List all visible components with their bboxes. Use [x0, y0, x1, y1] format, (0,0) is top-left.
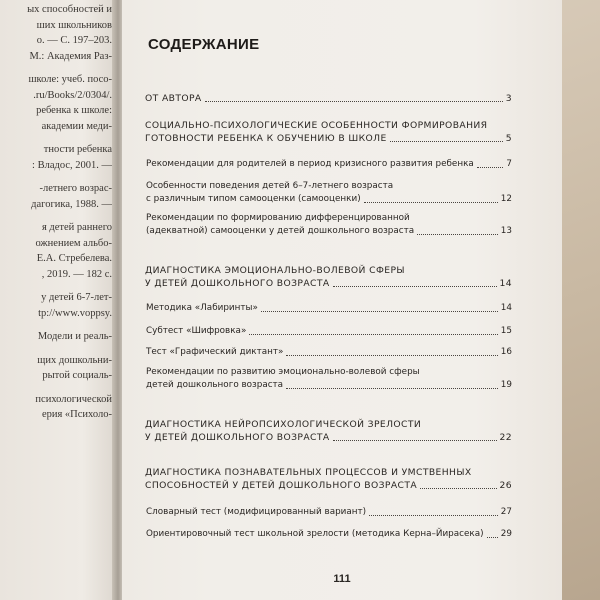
toc-entry-title-line2: У ДЕТЕЙ ДОШКОЛЬНОГО ВОЗРАСТА: [145, 432, 330, 443]
left-page-line: -летнего возрас-: [39, 183, 112, 194]
toc-entry-title: ДИАГНОСТИКА ЭМОЦИОНАЛЬНО-ВОЛЕВОЙ СФЕРЫ: [145, 265, 405, 276]
toc-entry-title: Методика «Лабиринты»: [146, 303, 258, 313]
left-page-line: tp://www.voppsy.: [38, 307, 112, 319]
toc-entry-title-line2: с различным типом самооценки (самооценки): [146, 194, 361, 204]
toc-entry-page: 22: [499, 432, 512, 443]
left-page-line: ших школьников: [36, 19, 112, 31]
toc-entry-page: 12: [500, 194, 512, 204]
toc-entry-title-line2: детей дошкольного возраста: [146, 380, 284, 390]
page-number: 111: [333, 573, 351, 585]
left-page-line: : Владос, 2001. —: [32, 159, 112, 171]
toc-entry-self-esteem: [146, 212, 512, 238]
toc-entry-cipher: [146, 325, 512, 338]
left-page-line: психологической: [35, 393, 112, 405]
toc-entry-behavior: [146, 180, 512, 206]
left-page-line: , 2019. — 182 с.: [41, 268, 112, 280]
toc-entry-title: Рекомендации для родителей в период кризисного развития ребенка: [146, 159, 474, 169]
toc-entry-title: Особенности поведения детей 6–7-летнего возраста: [146, 181, 394, 191]
left-page-line: о. — С. 197–203.: [36, 35, 112, 46]
toc-entry-page: 13: [500, 226, 512, 236]
toc-entry-vocabulary-test: [146, 506, 512, 519]
toc-entry-page: 19: [500, 380, 512, 390]
toc-entry-title: ДИАГНОСТИКА ПОЗНАВАТЕЛЬНЫХ ПРОЦЕССОВ И УМСТВЕННЫХ: [145, 467, 472, 478]
toc-entry-title: Ориентировочный тест школьной зрелости (методика Керна–Йирасека): [146, 529, 484, 539]
left-page-line: у детей 6-7-лет-: [41, 292, 112, 303]
left-page: [0, 0, 118, 600]
left-page-line: Модели и реаль-: [37, 331, 112, 342]
toc-entry-page: 7: [506, 159, 512, 169]
toc-entry-page: 14: [499, 278, 512, 289]
toc-entry-author: [145, 92, 512, 105]
left-page-line: ерия «Психоло-: [41, 409, 112, 420]
toc-entry-title: Рекомендации по развитию эмоционально-волевой сферы: [146, 367, 420, 377]
toc-entry-page: 5: [505, 133, 512, 144]
toc-entry-section-3: [145, 418, 512, 444]
toc-entry-title: Субтест «Шифровка»: [146, 326, 247, 336]
toc-entry-labyrinths: [146, 302, 512, 315]
toc-entry-page: 27: [500, 507, 512, 517]
left-page-line: дагогика, 1988. —: [31, 198, 112, 210]
left-page-line: школе: учеб. посо-: [28, 74, 112, 85]
toc-entry-kern-jirasek: [146, 528, 512, 541]
left-page-line: Е.А. Стребелева.: [36, 253, 112, 264]
right-page: [122, 0, 562, 600]
left-page-line: ых способностей и: [27, 4, 112, 15]
left-page-line: М.: Академия Раз-: [29, 50, 112, 62]
toc-entry-page: 29: [500, 529, 512, 539]
left-page-line: тности ребенка: [43, 144, 112, 155]
toc-entry-section-2: [145, 264, 512, 290]
toc-entry-title: Рекомендации по формированию дифференцированной: [146, 213, 410, 223]
left-page-line: ожнением альбо-: [35, 237, 112, 249]
toc-entry-title-line2: СПОСОБНОСТЕЙ У ДЕТЕЙ ДОШКОЛЬНОГО ВОЗРАСТА: [145, 480, 418, 491]
toc-entry-title: Тест «Графический диктант»: [146, 347, 284, 357]
toc-entry-title-line2: (адекватной) самооценки у детей дошкольного возраста: [146, 226, 415, 236]
toc-entry-page: 3: [505, 93, 512, 104]
toc-entry-page: 14: [500, 303, 512, 313]
toc-entry-section-1: [145, 119, 512, 145]
toc-entry-graphic-dictation: [146, 346, 512, 359]
toc-entry-page: 15: [500, 326, 512, 336]
toc-entry-recommendations-parents: [146, 158, 512, 171]
left-page-line: академии меди-: [41, 120, 112, 132]
toc-entry-title: ОТ АВТОРА: [145, 93, 202, 104]
toc-entry-title: СОЦИАЛЬНО-ПСИХОЛОГИЧЕСКИЕ ОСОБЕННОСТИ ФОРМИРОВАНИЯ: [145, 120, 488, 131]
left-page-line: .ru/Books/2/0304/.: [33, 89, 112, 101]
toc-entry-page: 26: [499, 480, 512, 491]
toc-entry-title-line2: У ДЕТЕЙ ДОШКОЛЬНОГО ВОЗРАСТА: [145, 278, 330, 289]
toc-entry-page: 16: [500, 347, 512, 357]
left-page-line: щих дошкольни-: [37, 354, 112, 366]
left-page-line: я детей раннего: [41, 222, 112, 233]
toc-entry-title: Словарный тест (модифицированный вариант): [146, 507, 367, 517]
toc-entry-section-4: [145, 466, 512, 492]
left-page-line: рытой социаль-: [42, 370, 112, 381]
toc-entry-title-line2: ГОТОВНОСТИ РЕБЕНКА К ОБУЧЕНИЮ В ШКОЛЕ: [145, 133, 387, 144]
toc-heading: СОДЕРЖАНИЕ: [148, 36, 260, 53]
toc-entry-title: ДИАГНОСТИКА НЕЙРОПСИХОЛОГИЧЕСКОЙ ЗРЕЛОСТИ: [145, 419, 422, 430]
left-page-line: ребенка к школе:: [36, 105, 112, 116]
toc-entry-emotional-recommendations: [146, 366, 512, 392]
